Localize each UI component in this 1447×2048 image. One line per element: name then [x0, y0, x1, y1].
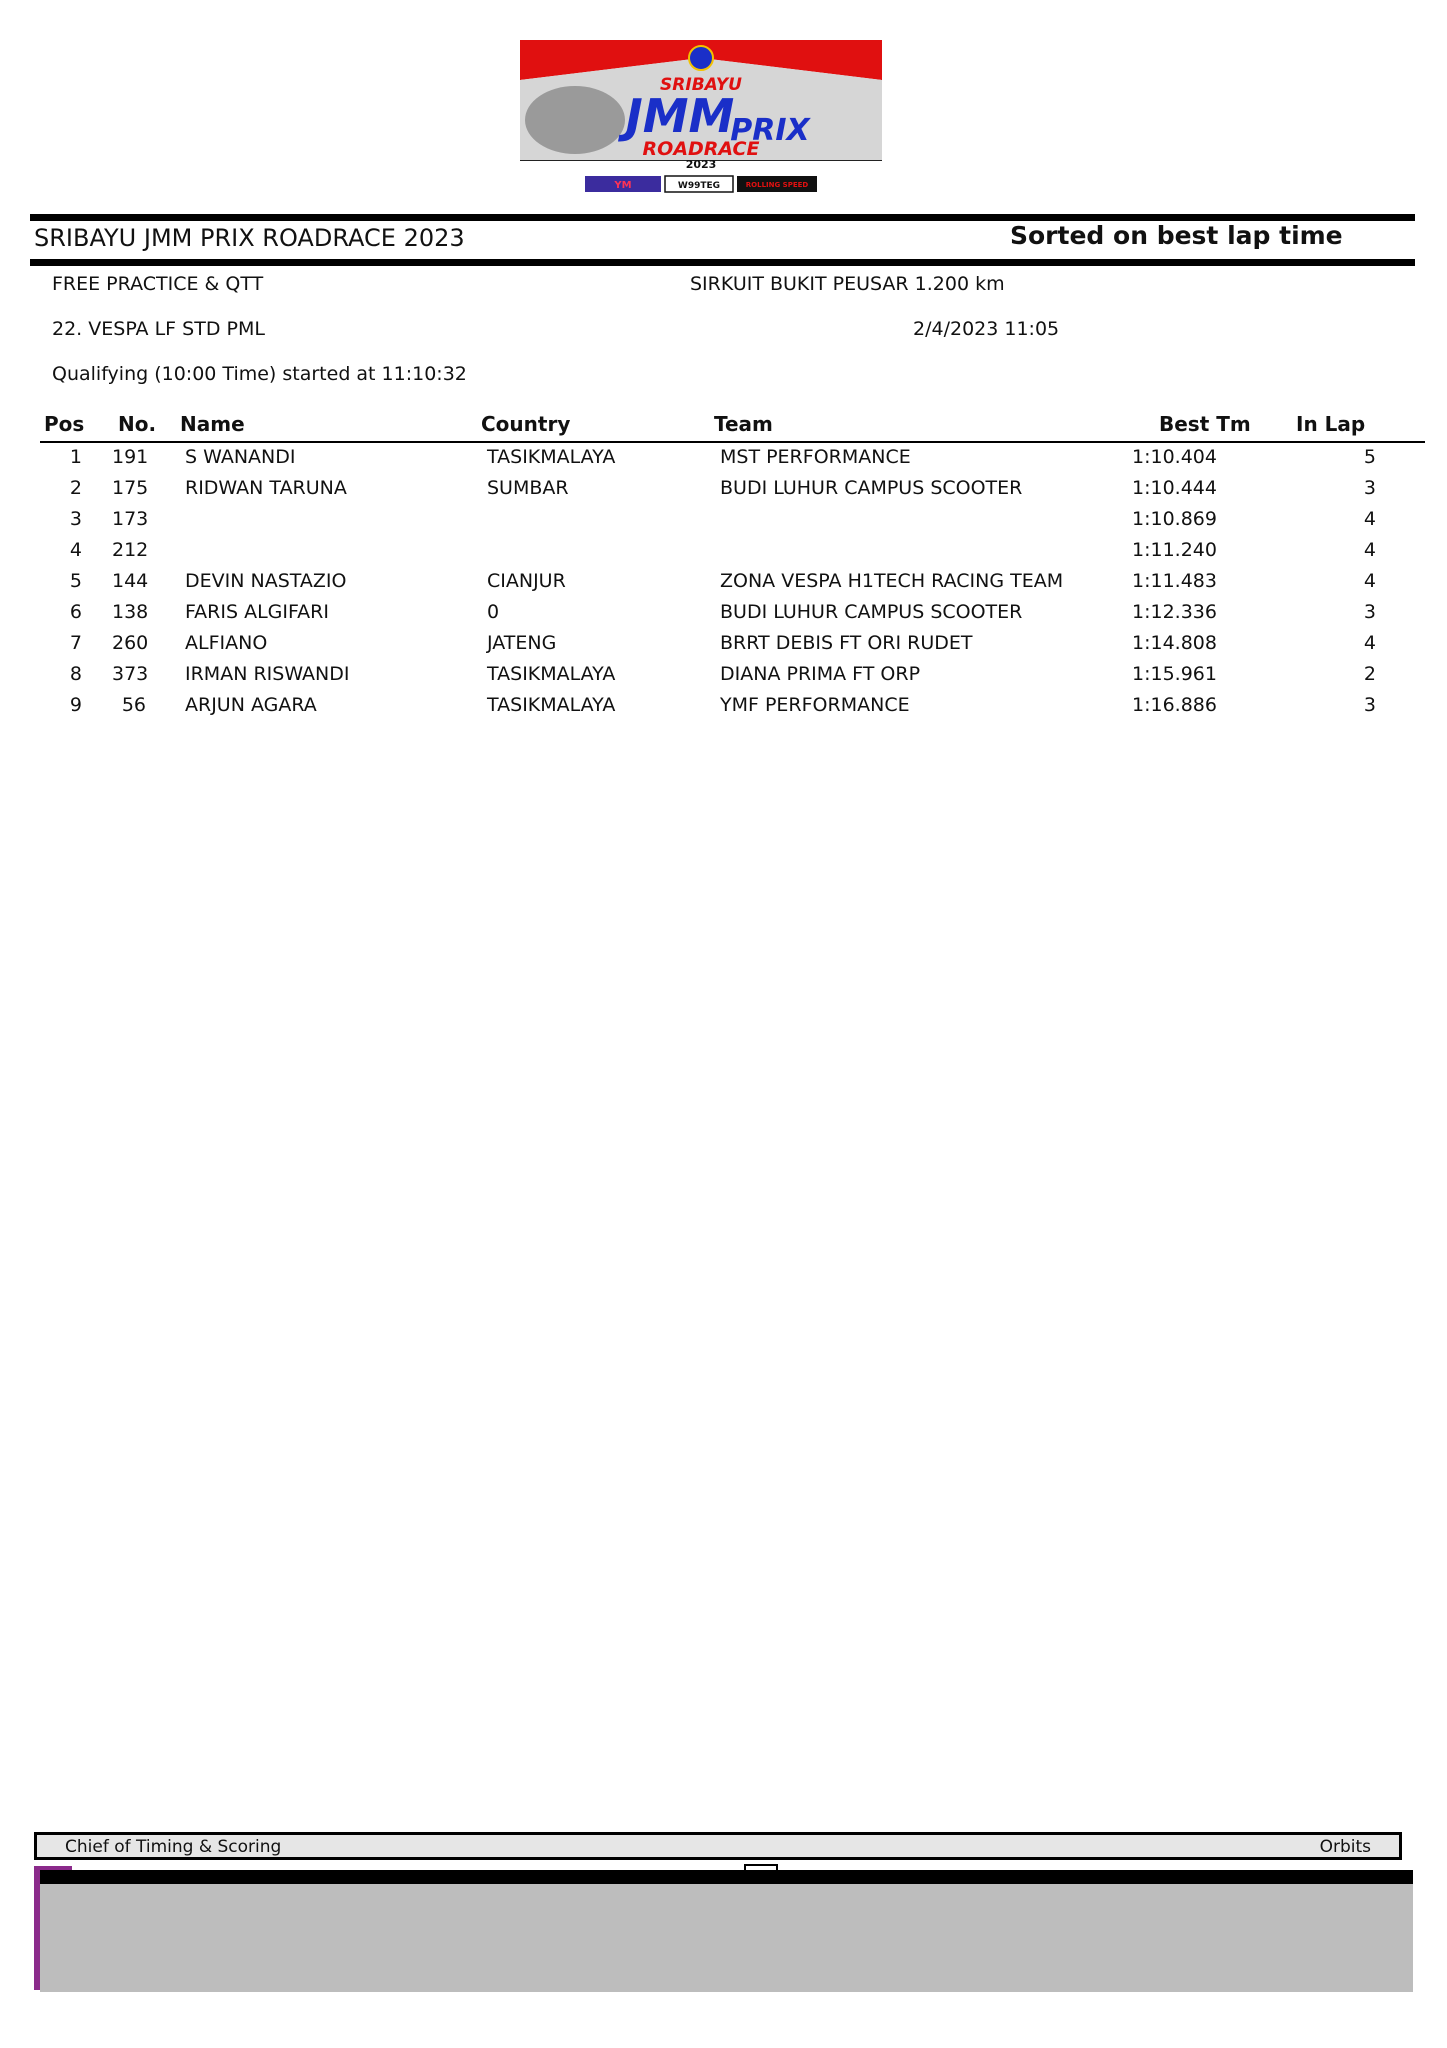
cell-pos: 6 [69, 601, 82, 623]
header-top-rule [30, 214, 1415, 221]
cell-name: DEVIN NASTAZIO [185, 570, 347, 592]
cell-no: 173 [112, 508, 149, 530]
header-bottom-rule [30, 259, 1415, 266]
cell-team: BRRT DEBIS FT ORI RUDET [720, 632, 973, 654]
cell-no: 373 [112, 663, 149, 685]
column-header-name: Name [180, 412, 245, 436]
table-row [40, 694, 1425, 724]
logo-brand-text: SRIBAYU [660, 75, 742, 95]
cell-country: JATENG [487, 632, 557, 654]
column-header-country: Country [481, 412, 571, 436]
cell-name: IRMAN RISWANDI [185, 663, 350, 685]
cell-team: MST PERFORMANCE [720, 446, 911, 468]
cell-no: 175 [112, 477, 149, 499]
cell-best: 1:14.808 [1132, 632, 1217, 654]
cell-country: TASIKMALAYA [487, 694, 616, 716]
table-row [40, 539, 1425, 569]
cell-no: 144 [112, 570, 149, 592]
logo-rider-silhouette [525, 86, 625, 154]
column-header-team: Team [714, 412, 773, 436]
cell-team: YMF PERFORMANCE [720, 694, 910, 716]
cell-best: 1:15.961 [1132, 663, 1217, 685]
sponsor-logo-3-text: ROLLING SPEED [745, 181, 809, 189]
sort-note: Sorted on best lap time [1010, 221, 1343, 250]
session-name: FREE PRACTICE & QTT [52, 273, 264, 295]
circuit-info: SIRKUIT BUKIT PEUSAR 1.200 km [690, 273, 1005, 295]
shield-icon [689, 46, 713, 70]
cell-inlap: 3 [1363, 477, 1376, 499]
column-header-no: No. [118, 412, 157, 436]
cell-name: ARJUN AGARA [185, 694, 317, 716]
cell-name: ALFIANO [185, 632, 268, 654]
cell-inlap: 4 [1363, 508, 1376, 530]
footer-gray-panel [40, 1884, 1413, 1992]
cell-best: 1:16.886 [1132, 694, 1217, 716]
cell-country: TASIKMALAYA [487, 663, 616, 685]
event-title: SRIBAYU JMM PRIX ROADRACE 2023 [34, 224, 465, 252]
logo-year-text: 2023 [685, 158, 717, 171]
table-row [40, 570, 1425, 600]
cell-inlap: 3 [1363, 601, 1376, 623]
footer-chief-label: Chief of Timing & Scoring [65, 1837, 282, 1857]
cell-team: ZONA VESPA H1TECH RACING TEAM [720, 570, 1064, 592]
table-row [40, 601, 1425, 631]
table-row [40, 663, 1425, 693]
cell-team: DIANA PRIMA FT ORP [720, 663, 921, 685]
cell-no: 260 [112, 632, 149, 654]
logo-main-text: JMM [625, 89, 735, 143]
column-header-inlap: In Lap [1296, 412, 1366, 436]
cell-best: 1:12.336 [1132, 601, 1217, 623]
cell-no: 56 [121, 694, 146, 716]
cell-pos: 4 [69, 539, 82, 561]
class-name: 22. VESPA LF STD PML [52, 318, 265, 340]
footer-purple-corner [34, 1866, 72, 1870]
footer-purple-edge [34, 1866, 40, 1990]
sponsor-logo-1-text: YM [614, 180, 632, 191]
column-header-pos: Pos [44, 412, 85, 436]
cell-team: BUDI LUHUR CAMPUS SCOOTER [720, 601, 1023, 623]
cell-inlap: 4 [1363, 570, 1376, 592]
cell-pos: 2 [69, 477, 82, 499]
cell-name: S WANANDI [185, 446, 296, 468]
qualifying-info: Qualifying (10:00 Time) started at 11:10:32 [52, 363, 467, 385]
footer-bar [34, 1832, 1402, 1860]
cell-pos: 7 [69, 632, 82, 654]
footer-orbits-label: Orbits [1319, 1837, 1371, 1857]
date-time: 2/4/2023 11:05 [913, 318, 1060, 340]
cell-inlap: 5 [1363, 446, 1376, 468]
cell-team: BUDI LUHUR CAMPUS SCOOTER [720, 477, 1023, 499]
logo-type-text: ROADRACE [642, 138, 760, 160]
cell-pos: 9 [69, 694, 82, 716]
table-row [40, 508, 1425, 538]
cell-country: TASIKMALAYA [487, 446, 616, 468]
cell-best: 1:10.869 [1132, 508, 1217, 530]
cell-no: 138 [112, 601, 149, 623]
cell-no: 191 [112, 446, 149, 468]
table-row [40, 632, 1425, 662]
cell-pos: 8 [69, 663, 82, 685]
header-divider [40, 441, 1425, 443]
cell-best: 1:10.404 [1132, 446, 1217, 468]
cell-best: 1:11.240 [1132, 539, 1217, 561]
table-row [40, 446, 1425, 476]
cell-no: 212 [112, 539, 149, 561]
cell-name: RIDWAN TARUNA [185, 477, 347, 499]
logo-sub-text: PRIX [730, 113, 810, 148]
cell-pos: 1 [69, 446, 82, 468]
column-header-best: Best Tm [1159, 412, 1251, 436]
cell-pos: 5 [69, 570, 82, 592]
table-row [40, 477, 1425, 507]
cell-best: 1:10.444 [1132, 477, 1217, 499]
cell-country: SUMBAR [487, 477, 569, 499]
cell-pos: 3 [69, 508, 82, 530]
cell-country: 0 [487, 601, 500, 623]
cell-inlap: 3 [1363, 694, 1376, 716]
cell-country: CIANJUR [487, 570, 566, 592]
cell-inlap: 2 [1363, 663, 1376, 685]
sponsor-logo-2-text: W99TEG [677, 181, 721, 191]
cell-name: FARIS ALGIFARI [185, 601, 329, 623]
event-logo [520, 40, 882, 196]
cell-inlap: 4 [1363, 539, 1376, 561]
footer-black-band [36, 1870, 1413, 1884]
cell-best: 1:11.483 [1132, 570, 1217, 592]
cell-inlap: 4 [1363, 632, 1376, 654]
